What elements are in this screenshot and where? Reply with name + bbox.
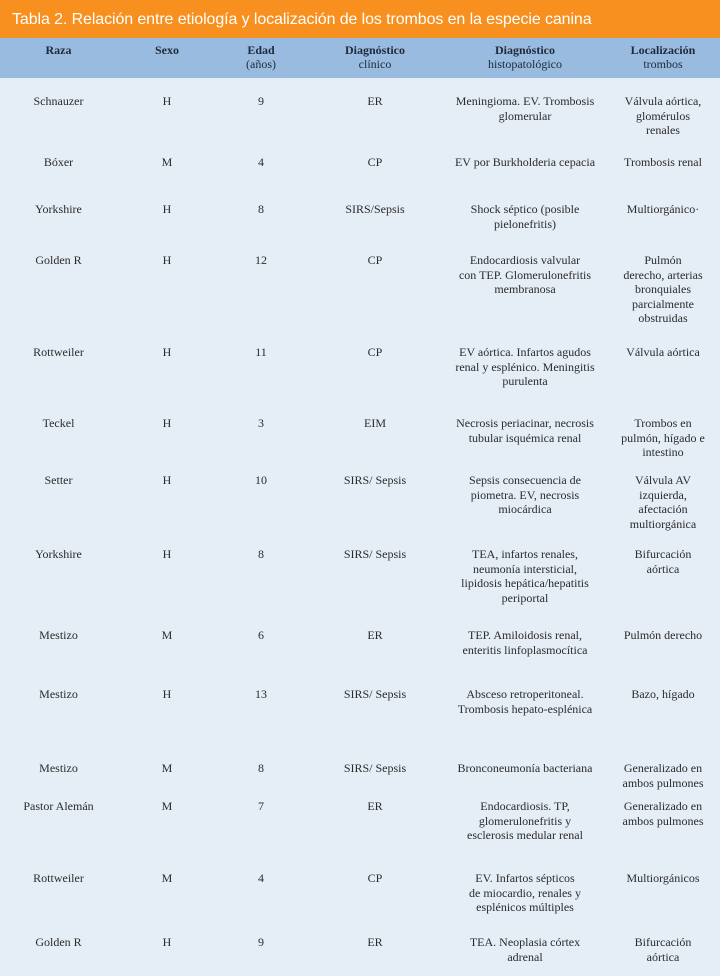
cell-line: Shock séptico (posible (470, 202, 580, 216)
cell-diagnostico-histopatologico (442, 253, 608, 297)
column-header-sexo: Sexo (155, 43, 179, 57)
cell-edad: 9 (258, 935, 264, 949)
cell-line: Trombosis hepato-esplénica (457, 701, 593, 716)
cell-line: izquierda, (639, 487, 687, 502)
cell-diagnostico-histopatologico (442, 761, 608, 776)
cell-sexo: M (161, 628, 173, 642)
cell-edad: 11 (255, 345, 267, 359)
cell-line: Meningioma. EV. Trombosis (455, 94, 595, 108)
cell-line: Sepsis consecuencia de (469, 473, 581, 487)
cell-localizacion (606, 687, 720, 702)
cell-line: Pulmón (644, 253, 682, 267)
cell-line: glomerular (498, 108, 552, 123)
cell-localizacion (606, 202, 720, 217)
column-header-localizacion: Localización trombos (630, 43, 696, 71)
cell-localizacion (606, 761, 720, 790)
cell-localizacion (606, 94, 720, 138)
cell-localizacion (606, 547, 720, 576)
cell-edad: 8 (258, 547, 264, 561)
cell-edad: 10 (255, 473, 267, 487)
cell-line: Válvula aórtica (626, 345, 700, 359)
cell-raza: Rottweiler (33, 345, 84, 359)
cell-line: aórtica (646, 949, 680, 964)
cell-line: Multiorgánico· (626, 202, 700, 216)
cell-line: Bronconeumonía bacteriana (457, 761, 593, 775)
cell-diagnostico-histopatologico (442, 687, 608, 716)
cell-line: renal y esplénico. Meningitis (455, 359, 595, 374)
cell-diagnostico-histopatologico (442, 935, 608, 964)
cell-line: Trombos en (634, 416, 692, 430)
cell-line: Válvula AV (634, 473, 692, 487)
cell-sexo: H (162, 547, 172, 561)
cell-raza: Golden R (35, 253, 82, 267)
cell-edad: 4 (258, 871, 264, 885)
cell-edad: 7 (258, 799, 264, 813)
cell-raza: Bóxer (43, 155, 74, 169)
cell-localizacion (606, 345, 720, 360)
cell-line: multiorgánica (629, 516, 697, 531)
cell-line: Multiorgánicos (626, 871, 700, 885)
cell-diagnostico-clinico: CP (367, 871, 383, 885)
cell-edad: 6 (258, 628, 264, 642)
cell-raza: Setter (44, 473, 73, 487)
cell-raza: Mestizo (39, 628, 78, 642)
cell-raza: Mestizo (39, 761, 78, 775)
cell-line: renales (646, 123, 680, 138)
cell-edad: 12 (255, 253, 267, 267)
cell-localizacion (606, 253, 720, 326)
cell-edad: 8 (258, 202, 264, 216)
cell-diagnostico-clinico: ER (367, 799, 383, 813)
cell-localizacion (606, 155, 720, 170)
cell-raza: Pastor Alemán (23, 799, 94, 813)
cell-diagnostico-histopatologico (442, 202, 608, 231)
cell-diagnostico-clinico: SIRS/ Sepsis (343, 473, 407, 487)
cell-edad: 8 (258, 761, 264, 775)
cell-line: ambos pulmones (622, 813, 704, 828)
cell-diagnostico-histopatologico (442, 155, 608, 170)
cell-diagnostico-histopatologico (442, 871, 608, 915)
cell-raza: Rottweiler (33, 871, 84, 885)
cell-diagnostico-clinico: CP (367, 345, 383, 359)
cell-line: pielonefritis) (494, 216, 556, 231)
cell-line: parcialmente (632, 296, 694, 311)
cell-edad: 13 (255, 687, 267, 701)
cell-sexo: H (162, 416, 172, 430)
cell-line: ambos pulmones (622, 775, 704, 790)
column-header-raza: Raza (45, 43, 72, 57)
cell-sexo: H (162, 473, 172, 487)
cell-line: con TEP. Glomerulonefritis (458, 267, 592, 282)
column-header-diagnostico-clinico: Diagnóstico clínico (345, 43, 405, 71)
cell-diagnostico-clinico: ER (367, 628, 383, 642)
cell-diagnostico-clinico: SIRS/Sepsis (345, 202, 405, 216)
column-header-edad: Edad (años) (246, 43, 276, 71)
cell-line: Generalizado en (623, 761, 703, 775)
cell-localizacion (606, 473, 720, 531)
cell-line: Generalizado en (623, 799, 703, 813)
cell-edad: 9 (258, 94, 264, 108)
cell-sexo: M (161, 761, 173, 775)
cell-raza: Schnauzer (33, 94, 84, 108)
cell-diagnostico-clinico: SIRS/ Sepsis (343, 761, 407, 775)
cell-line: EV por Burkholderia cepacia (454, 155, 596, 169)
cell-line: Endocardiosis. TP, (480, 799, 570, 813)
cell-line: miocárdica (498, 502, 552, 517)
cell-line: Necrosis periacinar, necrosis (456, 416, 594, 430)
cell-line: TEA, infartos renales, (472, 547, 578, 561)
cell-localizacion (606, 935, 720, 964)
cell-line: glomérulos (636, 108, 690, 123)
cell-line: aórtica (646, 561, 680, 576)
cell-localizacion (606, 628, 720, 643)
cell-diagnostico-histopatologico (442, 547, 608, 605)
cell-sexo: H (162, 202, 172, 216)
cell-sexo: M (161, 799, 173, 813)
cell-diagnostico-clinico: CP (367, 155, 383, 169)
table-title: Tabla 2. Relación entre etiología y localización de los trombos en la especie canina (0, 0, 720, 38)
cell-line: enteritis linfoplasmocítica (462, 642, 588, 657)
cell-line: Válvula aórtica, (624, 94, 702, 108)
cell-sexo: H (162, 935, 172, 949)
cell-line: esclerosis medular renal (467, 828, 583, 843)
cell-line: Trombosis renal (624, 155, 702, 169)
cell-diagnostico-clinico: EIM (364, 416, 386, 430)
cell-edad: 4 (258, 155, 264, 169)
cell-sexo: M (161, 871, 173, 885)
cell-line: Pulmón derecho (623, 628, 703, 642)
cell-line: EV aórtica. Infartos agudos (459, 345, 591, 359)
cell-sexo: M (161, 155, 173, 169)
cell-line: membranosa (494, 282, 556, 297)
cell-line: EV. Infartos sépticos (475, 871, 575, 885)
cell-diagnostico-histopatologico (442, 94, 608, 123)
cell-localizacion (606, 799, 720, 828)
cell-line: TEP. Amiloidosis renal, (468, 628, 582, 642)
cell-line: de miocardio, renales y (469, 885, 581, 900)
cell-diagnostico-clinico: CP (367, 253, 383, 267)
cell-line: neumonía intersticial, (473, 561, 577, 576)
cell-sexo: H (162, 94, 172, 108)
cell-line: esplénicos múltiples (476, 900, 574, 915)
cell-sexo: H (162, 345, 172, 359)
cell-line: Endocardiosis valvular (469, 253, 581, 267)
cell-line: lipidosis hepática/hepatitis (461, 576, 589, 591)
cell-line: Bifurcación (634, 547, 692, 561)
cell-diagnostico-histopatologico (442, 416, 608, 445)
cell-localizacion (606, 416, 720, 460)
cell-edad: 3 (258, 416, 264, 430)
cell-line: derecho, arterias (623, 267, 703, 282)
cell-diagnostico-histopatologico (442, 799, 608, 843)
cell-diagnostico-clinico: ER (367, 94, 383, 108)
cell-sexo: H (162, 253, 172, 267)
cell-line: Bazo, hígado (631, 687, 695, 701)
cell-line: Bifurcación (634, 935, 692, 949)
column-header-diagnostico-histopatologico: Diagnóstico histopatológico (488, 43, 562, 71)
cell-line: purulenta (502, 374, 548, 389)
cell-diagnostico-histopatologico (442, 628, 608, 657)
cell-line: bronquiales (635, 282, 691, 297)
cell-sexo: H (162, 687, 172, 701)
cell-raza: Teckel (42, 416, 75, 430)
cell-raza: Golden R (35, 935, 82, 949)
cell-line: tubular isquémica renal (468, 430, 582, 445)
cell-raza: Yorkshire (35, 547, 82, 561)
cell-diagnostico-clinico: ER (367, 935, 383, 949)
cell-diagnostico-histopatologico (442, 345, 608, 389)
cell-line: pulmón, hígado e (621, 430, 705, 445)
table-header (0, 38, 720, 78)
cell-diagnostico-clinico: SIRS/ Sepsis (343, 547, 407, 561)
cell-line: intestino (642, 445, 684, 460)
table-body (0, 78, 720, 976)
cell-line: Absceso retroperitoneal. (466, 687, 584, 701)
cell-diagnostico-histopatologico (442, 473, 608, 517)
cell-line: piometra. EV, necrosis (470, 487, 580, 502)
cell-diagnostico-clinico: SIRS/ Sepsis (343, 687, 407, 701)
cell-line: afectación (638, 502, 688, 517)
cell-raza: Yorkshire (35, 202, 82, 216)
cell-line: glomerulonefritis y (478, 813, 572, 828)
cell-localizacion (606, 871, 720, 886)
cell-line: periportal (501, 590, 549, 605)
cell-raza: Mestizo (39, 687, 78, 701)
cell-line: TEA. Neoplasia córtex (469, 935, 581, 949)
cell-line: adrenal (507, 949, 543, 964)
cell-line: obstruidas (638, 311, 688, 326)
